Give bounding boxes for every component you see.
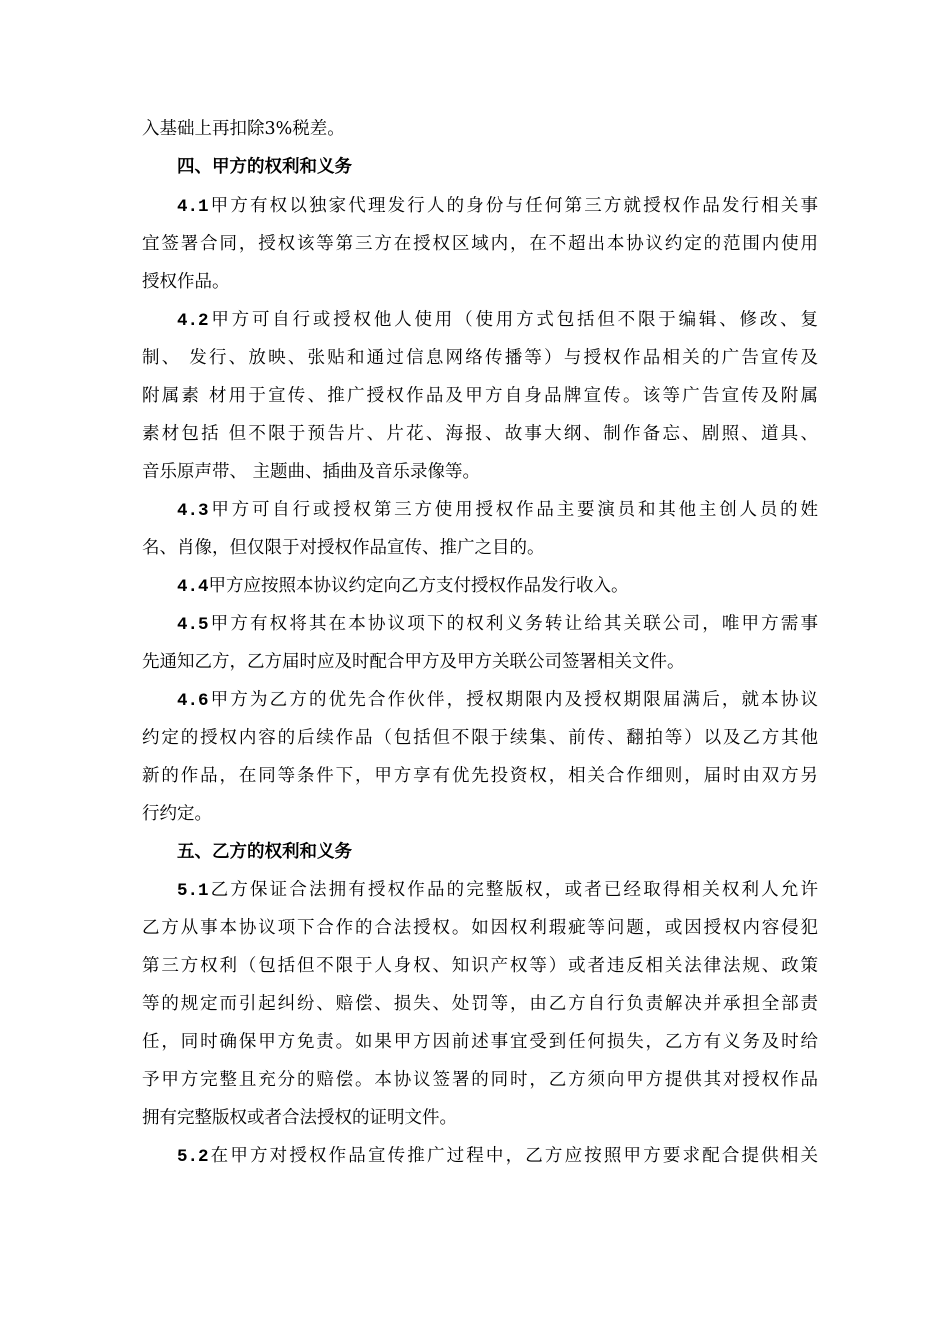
clause-text: 在甲方对授权作品宣传推广过程中，乙方应按照甲方要求配合提供相关 — [208, 1146, 818, 1166]
section-5-heading: 五、乙方的权利和义务 — [177, 842, 352, 862]
clause-number: 4.3 — [177, 501, 209, 521]
clause-number: 4.2 — [177, 311, 209, 331]
clause-4-6-line-1 — [177, 688, 818, 712]
clause-4-6-line-2: 约定的授权内容的后续作品（包括但不限于续集、前传、翻拍等）以及乙方其他 — [142, 728, 818, 748]
clause-5-1-line-4: 等的规定而引起纠纷、赔偿、损失、处罚等，由乙方自行负责解决并承担全部责 — [142, 994, 818, 1014]
clause-4-3-line-2: 名、肖像，但仅限于对授权作品宣传、推广之目的。 — [142, 538, 545, 558]
clause-4-5-line-2: 先通知乙方，乙方届时应及时配合甲方及甲方关联公司签署相关文件。 — [142, 652, 685, 672]
clause-4-6-line-4: 行约定。 — [142, 804, 212, 824]
clause-text: 甲方为乙方的优先合作伙伴，授权期限内及授权期限届满后，就本协议 — [208, 690, 818, 710]
clause-number: 4.1 — [177, 197, 209, 217]
clause-4-2-line-4: 素材包括 但不限于预告片、片花、海报、故事大纲、制作备忘、剧照、道具、 — [142, 424, 818, 444]
section-4-heading: 四、甲方的权利和义务 — [177, 157, 352, 177]
clause-number: 4.4 — [177, 577, 209, 597]
clause-text: 乙方保证合法拥有授权作品的完整版权，或者已经取得相关权利人允许 — [208, 880, 818, 900]
clause-text: 甲方可自行或授权第三方使用授权作品主要演员和其他主创人员的姓 — [208, 500, 818, 520]
clause-4-2-line-1 — [177, 308, 818, 332]
clause-text: 甲方有权以独家代理发行人的身份与任何第三方就授权作品发行相关事 — [208, 196, 818, 216]
clause-4-1-line-2: 宜签署合同，授权该等第三方在授权区域内，在不超出本协议约定的范围内使用 — [142, 234, 818, 254]
clause-4-3-line-1 — [177, 498, 818, 522]
clause-number: 4.6 — [177, 691, 209, 711]
clause-number: 5.1 — [177, 881, 209, 901]
intro-line: 入基础上再扣除3%税差。 — [142, 119, 345, 139]
clause-text: 甲方可自行或授权他人使用（使用方式包括但不限于编辑、修改、复 — [208, 310, 818, 330]
clause-5-1-line-6: 予甲方完整且充分的赔偿。本协议签署的同时，乙方须向甲方提供其对授权作品 — [142, 1070, 818, 1090]
clause-5-1-line-7: 拥有完整版权或者合法授权的证明文件。 — [142, 1108, 457, 1128]
clause-4-2-line-5: 音乐原声带、 主题曲、插曲及音乐录像等。 — [142, 462, 481, 482]
clause-4-2-line-2: 制、 发行、放映、张贴和通过信息网络传播等）与授权作品相关的广告宣传及 — [142, 348, 818, 368]
clause-4-4-line-1 — [177, 574, 818, 598]
clause-4-1-line-1 — [177, 194, 818, 218]
clause-4-1-line-3: 授权作品。 — [142, 272, 230, 292]
clause-number: 4.5 — [177, 615, 209, 635]
clause-text: 甲方应按照本协议约定向乙方支付授权作品发行收入。 — [208, 576, 629, 596]
clause-number: 5.2 — [177, 1147, 209, 1167]
clause-5-1-line-1 — [177, 878, 818, 902]
clause-text: 甲方有权将其在本协议项下的权利义务转让给其关联公司，唯甲方需事 — [208, 614, 818, 634]
clause-5-1-line-2: 乙方从事本协议项下合作的合法授权。如因权利瑕疵等问题，或因授权内容侵犯 — [142, 918, 818, 938]
clause-4-6-line-3: 新的作品，在同等条件下，甲方享有优先投资权，相关合作细则，届时由双方另 — [142, 766, 818, 786]
clause-5-2-line-1 — [177, 1144, 818, 1168]
clause-5-1-line-3: 第三方权利（包括但不限于人身权、知识产权等）或者违反相关法律法规、政策 — [142, 956, 818, 976]
clause-4-5-line-1 — [177, 612, 818, 636]
clause-5-1-line-5: 任，同时确保甲方免责。如果甲方因前述事宜受到任何损失，乙方有义务及时给 — [142, 1032, 818, 1052]
clause-4-2-line-3: 附属素 材用于宣传、推广授权作品及甲方自身品牌宣传。该等广告宣传及附属 — [142, 386, 818, 406]
